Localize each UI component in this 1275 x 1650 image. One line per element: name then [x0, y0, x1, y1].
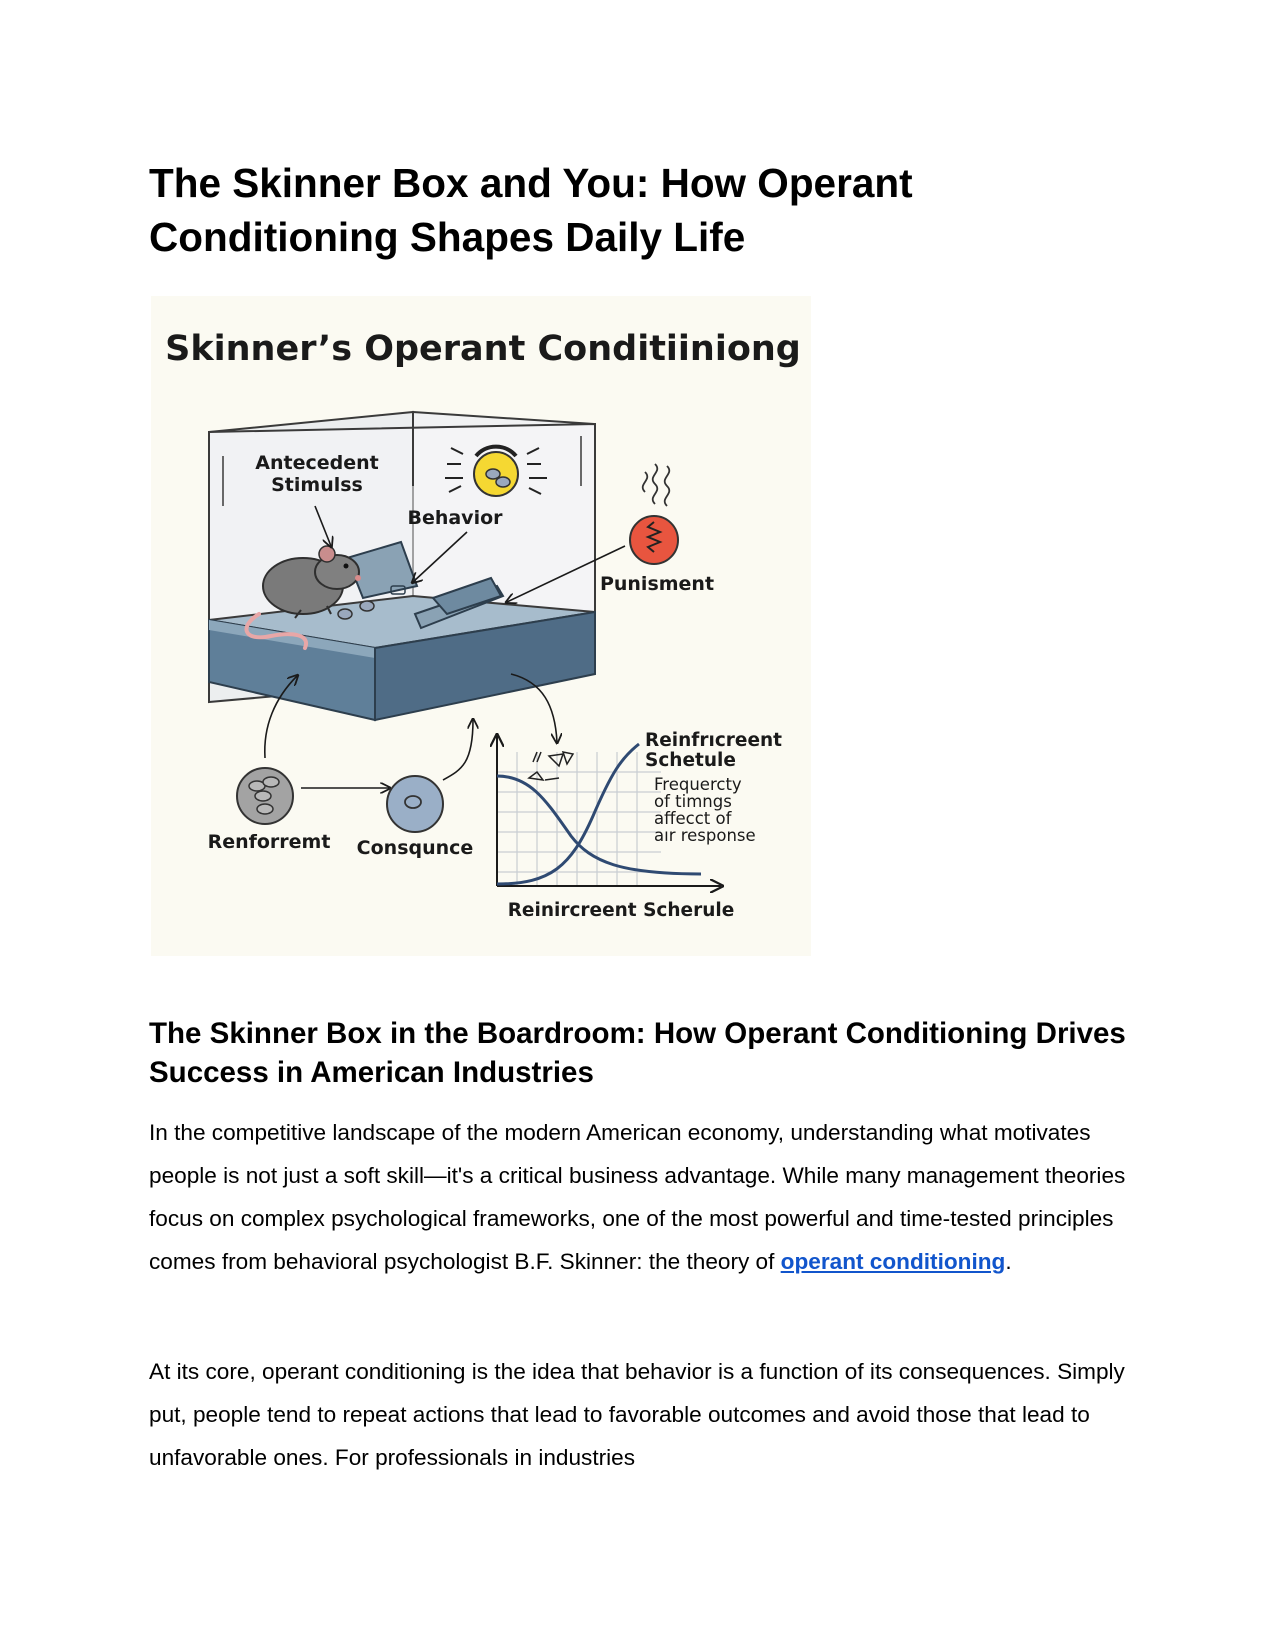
frequency-label-line3: affecct of: [654, 809, 732, 828]
frequency-label-line1: Frequercty: [654, 775, 742, 794]
frequency-label-line2: of timngs: [654, 792, 732, 811]
paragraph-1-text: In the competitive landscape of the modern American economy, understanding what motivates people is not just a soft skill—it's a critical business advantage. While many management theories focus on complex psychological frameworks, one of the most powerful and time-tested principles comes from behavioral psychologist B.F. Skinner: the theory of: [149, 1120, 1126, 1274]
scatter-marks: [529, 752, 573, 780]
behavior-label: Behavior: [407, 507, 503, 529]
paragraph-2: At its core, operant conditioning is the idea that behavior is a function of its consequences. Simply put, people tend to repeat actions that lead to favorable outcomes and avoid those that lead to unfavorable ones. For professionals in industries: [149, 1359, 1125, 1470]
paragraph-1: [149, 1111, 1129, 1283]
operant-conditioning-illustration: [151, 296, 811, 956]
reinforcement-label: Renforremt: [207, 831, 331, 853]
page-title: The Skinner Box and You: How Operant Conditioning Shapes Daily Life: [149, 160, 913, 260]
frequency-label-line4: aır response: [654, 826, 756, 845]
figure-title: Skinner’s Operant Conditiiniong: [165, 329, 801, 369]
chart-grid: [497, 752, 661, 886]
schedule-label-line2: Schetule: [645, 750, 736, 771]
x-axis-label: Reinircreent Scherule: [507, 900, 735, 921]
operant-conditioning-link[interactable]: operant conditioning: [780, 1249, 1006, 1274]
paragraph-1-end: .: [1005, 1249, 1012, 1274]
antecedent-label: Antecedent: [255, 452, 379, 474]
reinforcement-icon: [237, 768, 293, 824]
schedule-label: Reinfrıcreent: [645, 730, 783, 751]
consequence-icon: [387, 776, 443, 832]
punishment-label: Punisment: [599, 573, 715, 595]
section-heading: The Skinner Box in the Boardroom: How Operant Conditioning Drives Success in American Industries: [149, 1017, 1126, 1089]
acquisition-curve: [497, 744, 639, 884]
antecedent-label-line2: Stimulss: [271, 474, 363, 496]
consequence-label: Consqunce: [356, 837, 474, 859]
punishment-icon: [630, 464, 678, 564]
